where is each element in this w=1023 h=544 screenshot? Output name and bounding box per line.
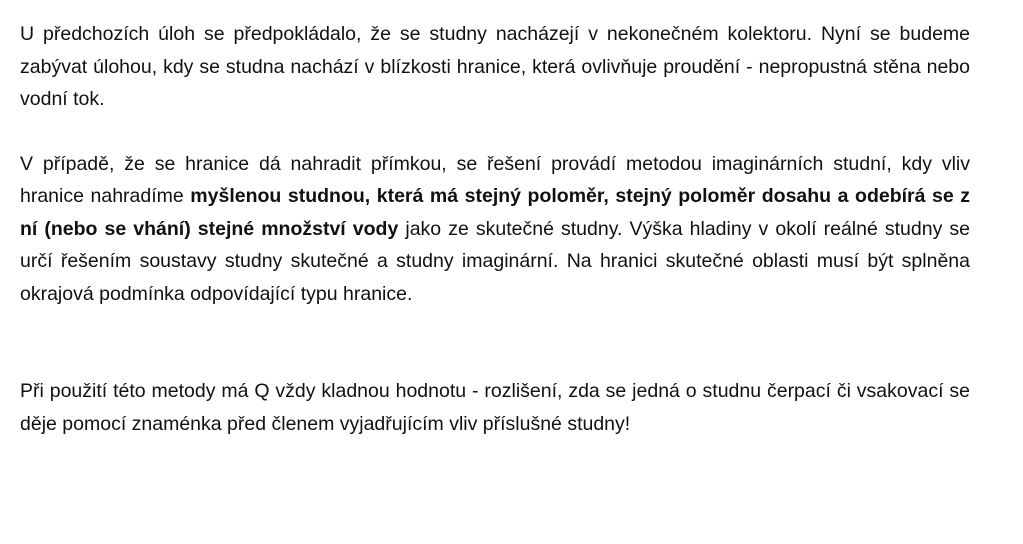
paragraph-method-bold-text: myšlenou studnou, která má stejný poloměr, stejný poloměr dosahu a odebírá se z ní (nebo se vhání) stejné množství vody bbox=[20, 185, 970, 240]
paragraph-method-text-start: V případě, že se hranice dá nahradit přímkou, se řešení provádí metodou imaginárních studní, kdy vliv hranice nahradíme bbox=[20, 152, 970, 207]
paragraph-method bbox=[20, 148, 970, 311]
paragraph-note: Při použití této metody má Q vždy kladnou hodnotu - rozlišení, zda se jedná o studnu čerpací či vsakovací se děje pomocí znaménka před členem vyjadřujícím vliv příslušné studny! bbox=[20, 380, 970, 435]
paragraph-intro: U předchozích úloh se předpokládalo, že se studny nacházejí v nekonečném kolektoru. Nyní se budeme zabývat úlohou, kdy se studna nachází v blízkosti hranice, která ovlivňuje proudění - nepropustná stěna nebo vodní tok. bbox=[20, 23, 970, 110]
document-body bbox=[20, 18, 970, 440]
paragraph-method-text-end: jako ze skutečné studny. Výška hladiny v okolí reálné studny se určí řešením soustavy studny skutečné a studny imaginární. Na hranici skutečné oblasti musí být splněna okrajová podmínka odpovídající typu hranice. bbox=[20, 217, 970, 305]
